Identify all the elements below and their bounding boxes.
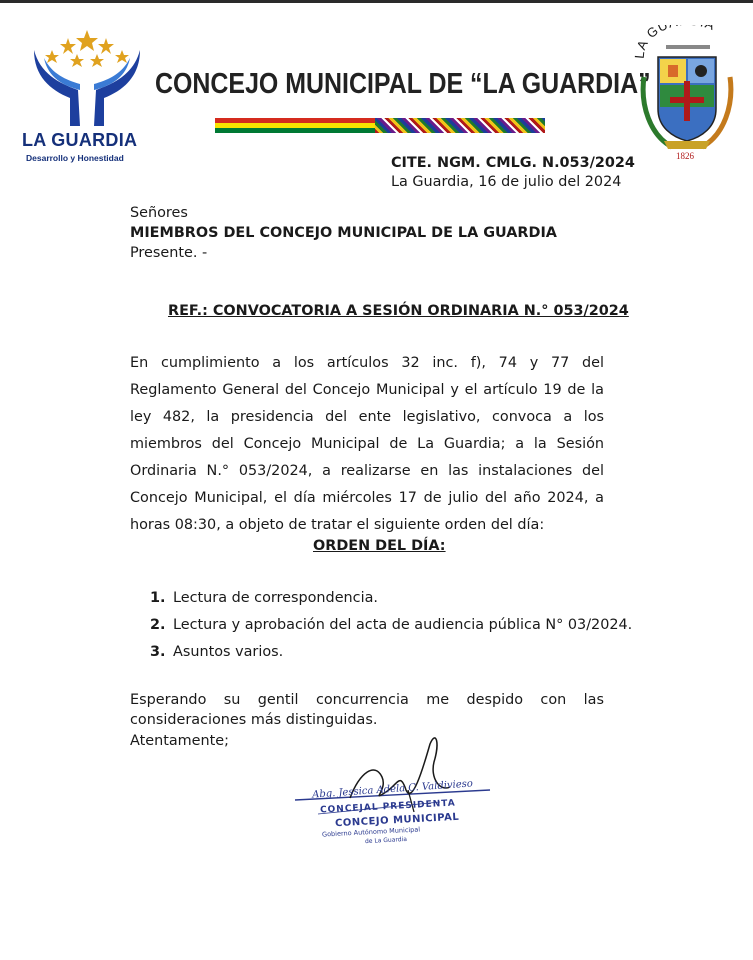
stamp-government: Gobierno Autónomo Municipal <box>321 825 421 839</box>
agenda-item-number: 2. <box>150 617 166 633</box>
closing-paragraph: Esperando su gentil concurrencia me despido con las consideraciones más distinguidas. <box>130 692 604 728</box>
reference-line: REF.: CONVOCATORIA A SESIÓN ORDINARIA N.° 053/2024 <box>168 303 629 319</box>
agenda-item <box>150 617 632 644</box>
agenda-item-number: 1. <box>150 590 166 606</box>
bolivia-flag-icon <box>215 118 375 133</box>
flag-band <box>215 118 545 133</box>
brand-motto: Desarrollo y Honestidad <box>26 153 124 163</box>
agenda-item <box>150 644 632 671</box>
agenda-list <box>150 590 632 671</box>
greeting-line-1: Señores <box>130 205 188 221</box>
agenda-title: ORDEN DEL DÍA: <box>313 538 446 554</box>
greeting-line-3: Presente. - <box>130 245 208 261</box>
arms-arc-text: LA GU <box>632 25 671 60</box>
agenda-item <box>150 590 632 617</box>
stamp-title: CONCEJAL PRESIDENTA <box>319 798 456 816</box>
arms-year: 1826 <box>676 151 694 160</box>
agenda-item-text: Lectura y aprobación del acta de audiencia pública N° 03/2024. <box>173 617 633 633</box>
brand-name: LA GUARDIA <box>22 130 138 150</box>
signature-block <box>290 732 500 847</box>
stamp-place: de La Guardia <box>364 835 408 846</box>
greeting-recipient: MIEMBROS DEL CONCEJO MUNICIPAL DE LA GUARDIA <box>130 225 557 241</box>
agenda-item-text: Asuntos varios. <box>173 644 284 660</box>
agenda-item-number: 3. <box>150 644 166 660</box>
logo-left <box>22 28 152 168</box>
coat-of-arms-icon <box>632 25 740 160</box>
top-rule <box>0 0 753 3</box>
letter-date: La Guardia, 16 de julio del 2024 <box>391 174 622 190</box>
stamp-office: CONCEJO MUNICIPAL <box>334 811 460 830</box>
svg-text:LA GUARDIA <box>632 25 718 59</box>
cite-number: CITE. NGM. CMLG. N.053/2024 <box>391 155 635 171</box>
agenda-item-text: Lectura de correspondencia. <box>173 590 378 606</box>
wiphala-pattern-icon <box>375 118 545 133</box>
logo-right <box>632 25 740 160</box>
signer-name: Abg. Jessica Adela C. Valdivieso <box>311 778 474 801</box>
page-title: CONCEJO MUNICIPAL DE “LA GUARDIA” <box>155 68 651 100</box>
hands-with-stars-icon <box>30 28 144 128</box>
sign-off: Atentamente; <box>130 733 230 749</box>
body-paragraph: En cumplimiento a los artículos 32 inc. f), 74 y 77 del Reglamento General del Concejo Municipal y el artículo 19 de la ley 482, la presidencia del ente legislativo, convoca a los miembros del Concejo Municipal de La Guardia; a la Sesión Ordinaria N.° 053/2024, a realizarse en las instalaciones del Concejo Municipal, el día miércoles 17 de julio del año 2024, a horas 08:30, a objeto de tratar el siguiente orden del día: <box>130 355 604 533</box>
